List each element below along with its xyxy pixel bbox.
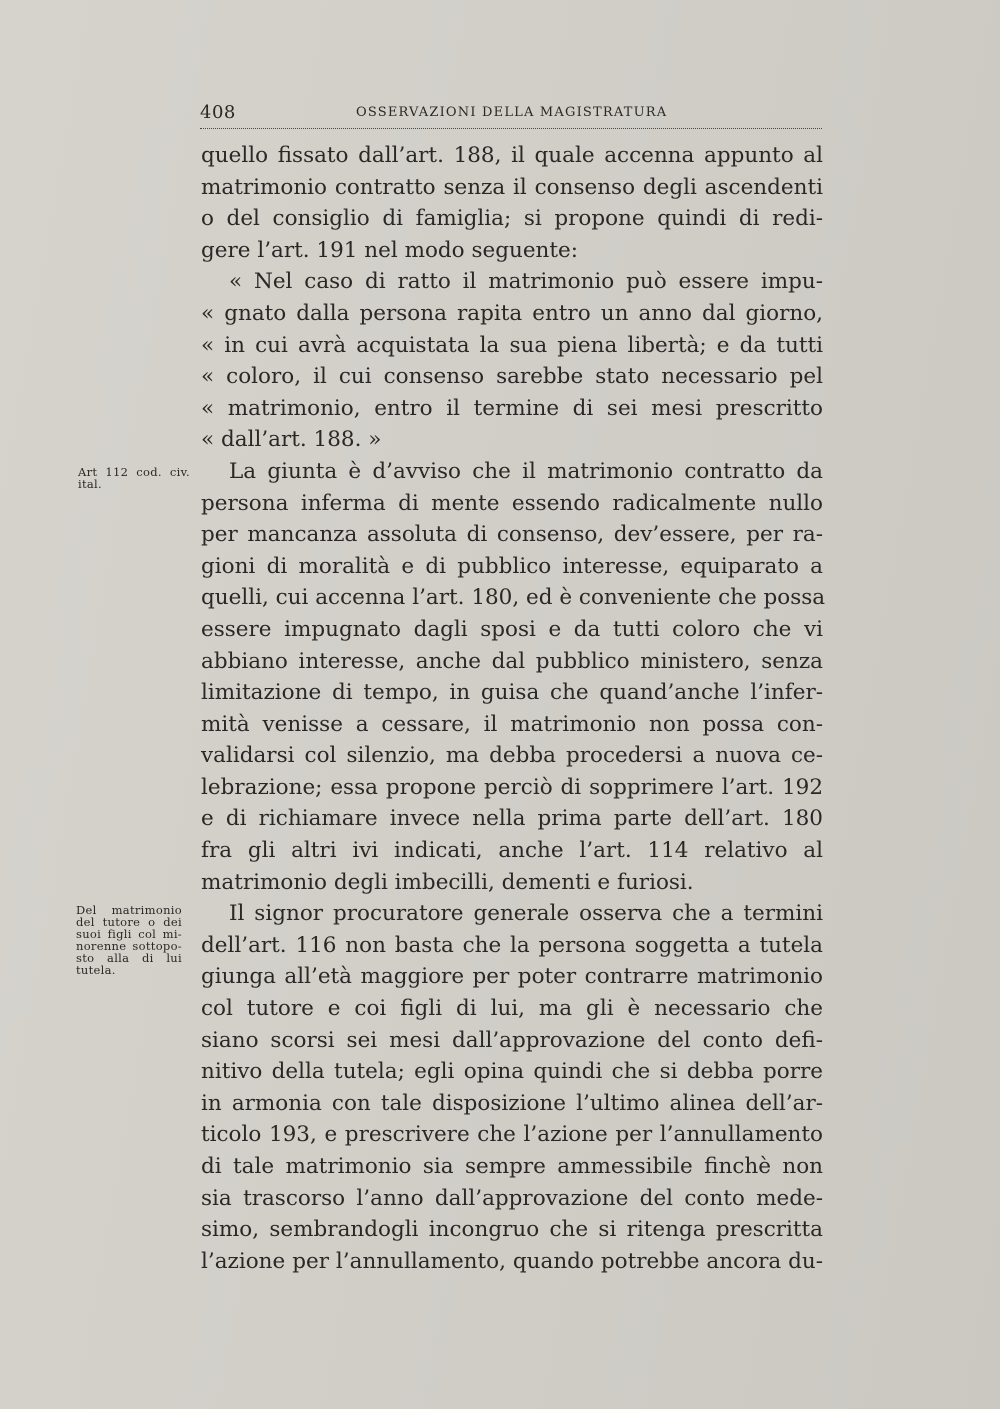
- text-line: simo, sembrandogli incongruo che si ritenga prescritta: [201, 1217, 823, 1243]
- text-line: e di richiamare invece nella prima parte dell’art. 180: [201, 806, 823, 832]
- text-line: giunga all’età maggiore per poter contrarre matrimonio: [201, 964, 823, 990]
- text-line: lebrazione; essa propone perciò di sopprimere l’art. 192: [201, 774, 823, 800]
- text-line: « dall’art. 188. »: [201, 427, 382, 453]
- text-line: quelli, cui accenna l’art. 180, ed è conveniente che possa: [201, 585, 826, 611]
- margin-note-line: Art 112 cod. civ.: [78, 465, 190, 479]
- margin-note-line: sto alla di lui: [76, 951, 182, 965]
- margin-note-line: del tutore o dei: [76, 915, 182, 929]
- text-line: « in cui avrà acquistata la sua piena libertà; e da tutti: [201, 332, 823, 358]
- text-line: « coloro, il cui consenso sarebbe stato necessario pel: [201, 364, 823, 390]
- body-text: [201, 140, 826, 1277]
- page-header: [200, 100, 822, 124]
- text-line: « gnato dalla persona rapita entro un anno dal giorno,: [201, 300, 823, 326]
- margin-note-line: Del matrimonio: [76, 903, 182, 917]
- text-line: nitivo della tutela; egli opina quindi che si debba porre: [201, 1059, 823, 1085]
- text-line: per mancanza assoluta di consenso, dev’essere, per ra-: [201, 522, 823, 548]
- margin-note-line: tutela.: [76, 963, 116, 977]
- text-line: di tale matrimonio sia sempre ammessibile finchè non: [201, 1154, 823, 1179]
- text-line: validarsi col silenzio, ma debba procedersi a nuova ce-: [201, 743, 823, 769]
- text-line: fra gli altri ivi indicati, anche l’art. 114 relativo al: [201, 838, 823, 864]
- text-line: gioni di moralità e di pubblico interesse, equiparato a: [201, 553, 823, 579]
- text-line: siano scorsi sei mesi dall’approvazione del conto defi-: [201, 1027, 823, 1053]
- text-line: « matrimonio, entro il termine di sei mesi prescritto: [201, 395, 823, 421]
- margin-note-line: suoi figli col mi-: [76, 927, 182, 941]
- text-line: persona inferma di mente essendo radicalmente nullo: [201, 490, 823, 516]
- text-line: « Nel caso di ratto il matrimonio può essere impu-: [229, 269, 823, 295]
- text-line: La giunta è d’avviso che il matrimonio contratto da: [229, 458, 823, 484]
- text-line: matrimonio degli imbecilli, dementi e furiosi.: [201, 869, 694, 895]
- text-line: gere l’art. 191 nel modo seguente:: [201, 237, 579, 263]
- text-line: ticolo 193, e prescrivere che l’azione per l’annullamento: [201, 1122, 823, 1148]
- margin-note-matrimonio-tutore: [76, 904, 182, 976]
- running-title: OSSERVAZIONI DELLA MAGISTRATURA: [356, 105, 668, 120]
- text-line: mità venisse a cessare, il matrimonio non possa con-: [201, 711, 823, 737]
- text-line: Il signor procuratore generale osserva che a termini: [229, 901, 823, 927]
- text-line: in armonia con tale disposizione l’ultimo alinea dell’ar-: [201, 1090, 823, 1116]
- text-line: essere impugnato dagli sposi e da tutti coloro che vi: [201, 616, 823, 642]
- margin-note-line: norenne sottopo-: [76, 939, 182, 953]
- text-line: o del consiglio di famiglia; si propone quindi di redi-: [201, 206, 823, 232]
- header-rule: [200, 128, 822, 129]
- margin-note-line: ital.: [78, 477, 102, 491]
- page-number: 408: [200, 102, 236, 123]
- text-line: sia trascorso l’anno dall’approvazione del conto mede-: [201, 1185, 823, 1211]
- text-line: col tutore e coi figli di lui, ma gli è necessario che: [201, 996, 823, 1022]
- text-line: abbiano interesse, anche dal pubblico ministero, senza: [201, 648, 823, 674]
- text-line: dell’art. 116 non basta che la persona soggetta a tutela: [201, 932, 823, 958]
- text-line: matrimonio contratto senza il consenso degli ascendenti: [201, 174, 823, 200]
- text-line: l’azione per l’annullamento, quando potrebbe ancora du-: [201, 1248, 823, 1274]
- text-line: limitazione di tempo, in guisa che quand’anche l’infer-: [201, 680, 823, 706]
- margin-note-art-112: [78, 466, 190, 490]
- text-line: quello fissato dall’art. 188, il quale accenna appunto al: [201, 143, 823, 168]
